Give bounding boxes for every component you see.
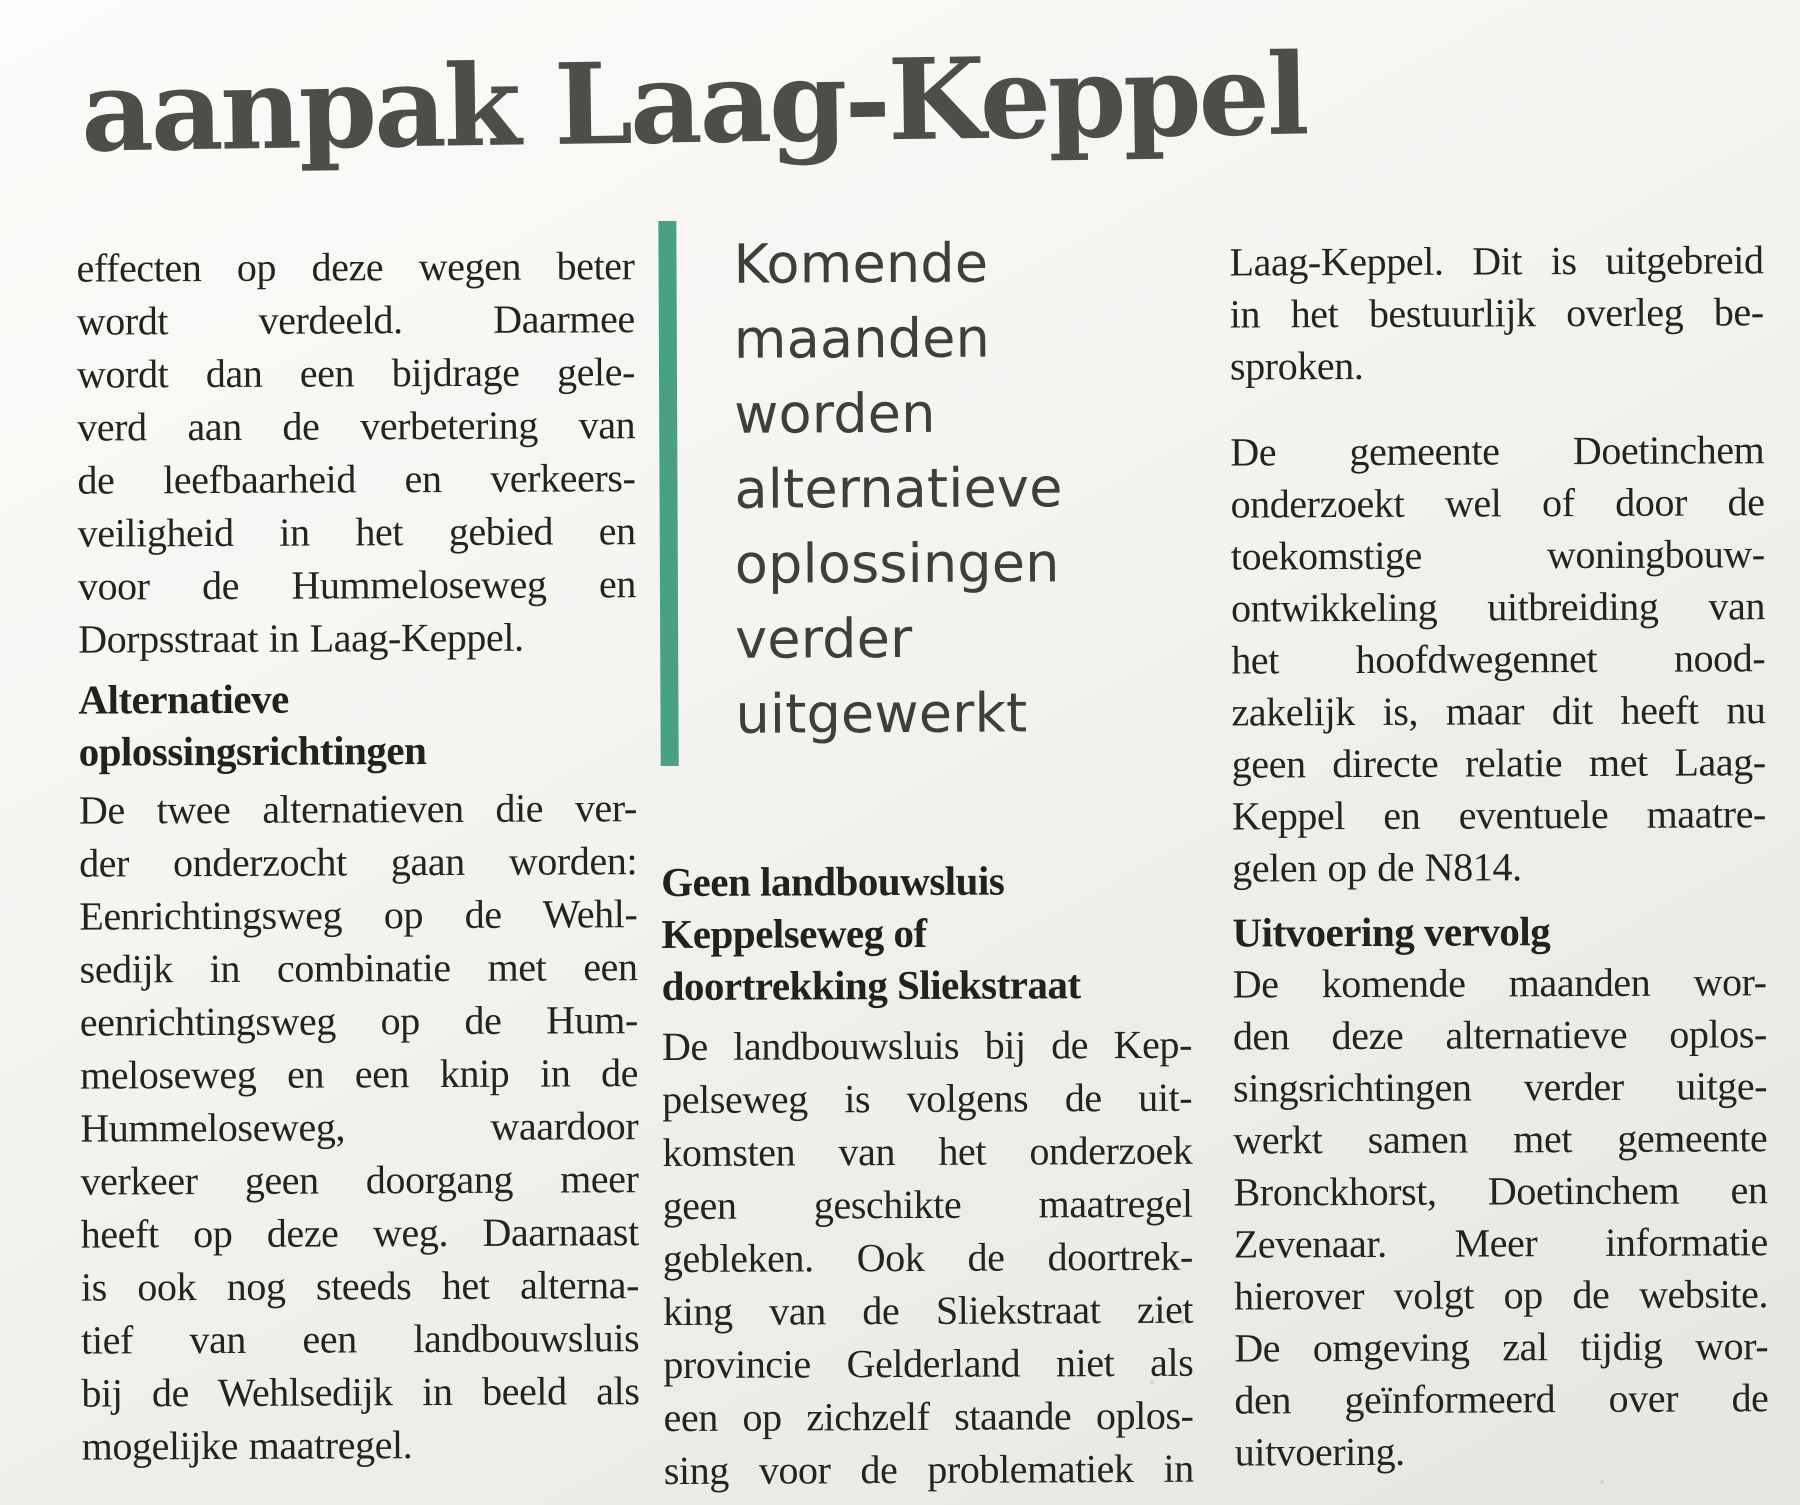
paragraph-bestuurlijk-overleg bbox=[1229, 234, 1764, 392]
text-line: De komende maanden wor- bbox=[1232, 959, 1767, 1007]
text-line: in het bestuurlijk overleg be- bbox=[1229, 289, 1764, 337]
paragraph-alternatieven bbox=[79, 781, 640, 1472]
text-line: den deze alternatieve oplos- bbox=[1232, 1011, 1767, 1059]
text-line: Geen landbouwsluis bbox=[661, 857, 1005, 906]
text-line: onderzoekt wel of door de bbox=[1230, 479, 1765, 527]
text-line: oplossingen bbox=[734, 531, 1060, 596]
text-line: De omgeving zal tijdig wor- bbox=[1234, 1323, 1769, 1371]
text-line: uitgewerkt bbox=[735, 681, 1028, 746]
text-line: den geïnformeerd over de bbox=[1234, 1375, 1769, 1423]
text-line: Hummeloseweg, waardoor bbox=[80, 1103, 639, 1151]
text-line: oplossingsrichtingen bbox=[78, 727, 427, 775]
paragraph-effects-roads bbox=[76, 239, 636, 665]
text-line: ontwikkeling uitbreiding van bbox=[1230, 583, 1766, 631]
text-line: pelseweg is volgens de uit- bbox=[662, 1074, 1193, 1123]
text-line: mogelijke maatregel. bbox=[81, 1422, 413, 1469]
text-line: geen directe relatie met Laag- bbox=[1231, 739, 1766, 787]
article-columns bbox=[76, 231, 1769, 1499]
text-line: doortrekking Sliekstraat bbox=[661, 961, 1081, 1010]
text-line: alternatieve bbox=[734, 456, 1063, 521]
paragraph-landbouwsluis bbox=[662, 1018, 1194, 1497]
text-line: de leefbaarheid en verkeers- bbox=[77, 455, 636, 503]
text-line: bij de Wehlsedijk in beeld als bbox=[81, 1368, 640, 1416]
text-line: der onderzocht gaan worden: bbox=[79, 838, 638, 886]
text-line: eenrichtingsweg op de Hum- bbox=[79, 997, 638, 1045]
article-headline: aanpak Laag-Keppel bbox=[80, 29, 1308, 178]
text-line: hierover volgt op de website. bbox=[1233, 1271, 1769, 1319]
text-line: Zevenaar. Meer informatie bbox=[1233, 1219, 1768, 1267]
text-line: uitvoering. bbox=[1234, 1428, 1405, 1475]
text-line: een op zichzelf staande oplos- bbox=[663, 1392, 1194, 1441]
text-line: De landbouwsluis bij de Kep- bbox=[661, 1021, 1193, 1070]
text-line: zakelijk is, maar dit heeft nu bbox=[1231, 687, 1766, 735]
text-line: tief van een landbouwsluis bbox=[81, 1315, 640, 1363]
text-line: De twee alternatieven die ver- bbox=[78, 785, 637, 833]
text-line: Eenrichtingsweg op de Wehl- bbox=[79, 891, 638, 939]
text-line: gebleken. Ook de doortrek- bbox=[662, 1233, 1193, 1282]
text-line: effecten op deze wegen beter bbox=[76, 243, 635, 291]
text-line: worden bbox=[734, 381, 936, 446]
column-2 bbox=[658, 231, 1194, 1497]
pull-quote-text bbox=[676, 225, 1063, 752]
text-line: sproken. bbox=[1229, 342, 1364, 389]
text-line: verkeer geen doorgang meer bbox=[80, 1156, 639, 1204]
text-line: heeft op deze weg. Daarnaast bbox=[80, 1209, 639, 1257]
text-line: het hoofdwegennet nood- bbox=[1231, 635, 1766, 683]
subhead-uitvoering-vervolg: Uitvoering vervolg bbox=[1232, 908, 1551, 956]
text-line: king van de Sliekstraat ziet bbox=[662, 1286, 1194, 1335]
paragraph-uitvoering bbox=[1233, 956, 1769, 1478]
text-line: Keppelseweg of bbox=[661, 909, 927, 958]
text-line: verder bbox=[735, 606, 913, 671]
column-3 bbox=[1229, 234, 1768, 1478]
text-line: De gemeente Doetinchem bbox=[1230, 427, 1765, 475]
scan-noise-specks bbox=[1180, 1320, 1184, 1324]
text-line: Bronckhorst, Doetinchem en bbox=[1233, 1167, 1768, 1215]
text-line: geen geschikte maatregel bbox=[662, 1180, 1193, 1229]
subhead-alternatieve-oplossingsrichtingen bbox=[78, 671, 636, 777]
text-line: Dorpsstraat in Laag-Keppel. bbox=[78, 614, 524, 662]
text-line: komsten van het onderzoek bbox=[662, 1127, 1193, 1176]
text-line: veiligheid in het gebied en bbox=[77, 508, 636, 556]
text-line: Laag-Keppel. Dit is uitgebreid bbox=[1229, 237, 1764, 285]
paragraph-gemeente-doetinchem bbox=[1230, 424, 1766, 894]
text-line: Keppel en eventuele maatre- bbox=[1231, 791, 1767, 839]
text-line: voor de Hummeloseweg en bbox=[77, 561, 637, 609]
text-line: Alternatieve bbox=[78, 675, 289, 723]
text-line: meloseweg en een knip in de bbox=[79, 1050, 639, 1098]
subhead-geen-landbouwsluis bbox=[661, 854, 1192, 1012]
text-line: verd aan de verbetering van bbox=[77, 402, 636, 450]
text-line: wordt dan een bijdrage gele- bbox=[76, 349, 636, 397]
text-line: sedijk in combinatie met een bbox=[79, 944, 638, 992]
text-line: provincie Gelderland niet als bbox=[663, 1339, 1194, 1388]
text-line: Komende bbox=[733, 231, 989, 296]
column-1 bbox=[76, 239, 639, 1472]
pull-quote bbox=[658, 225, 1190, 752]
pull-quote-accent-bar bbox=[658, 221, 678, 766]
text-line: singsrichtingen verder uitge- bbox=[1233, 1063, 1768, 1111]
text-line: sing voor de problematiek in bbox=[663, 1445, 1194, 1494]
text-line: toekomstige woningbouw- bbox=[1230, 531, 1765, 579]
text-line: is ook nog steeds het alterna- bbox=[80, 1262, 640, 1310]
text-line: maanden bbox=[733, 306, 991, 371]
text-line: werkt samen met gemeente bbox=[1233, 1115, 1768, 1163]
text-line: gelen op de N814. bbox=[1232, 844, 1522, 891]
text-line: wordt verdeeld. Daarmee bbox=[76, 296, 635, 344]
